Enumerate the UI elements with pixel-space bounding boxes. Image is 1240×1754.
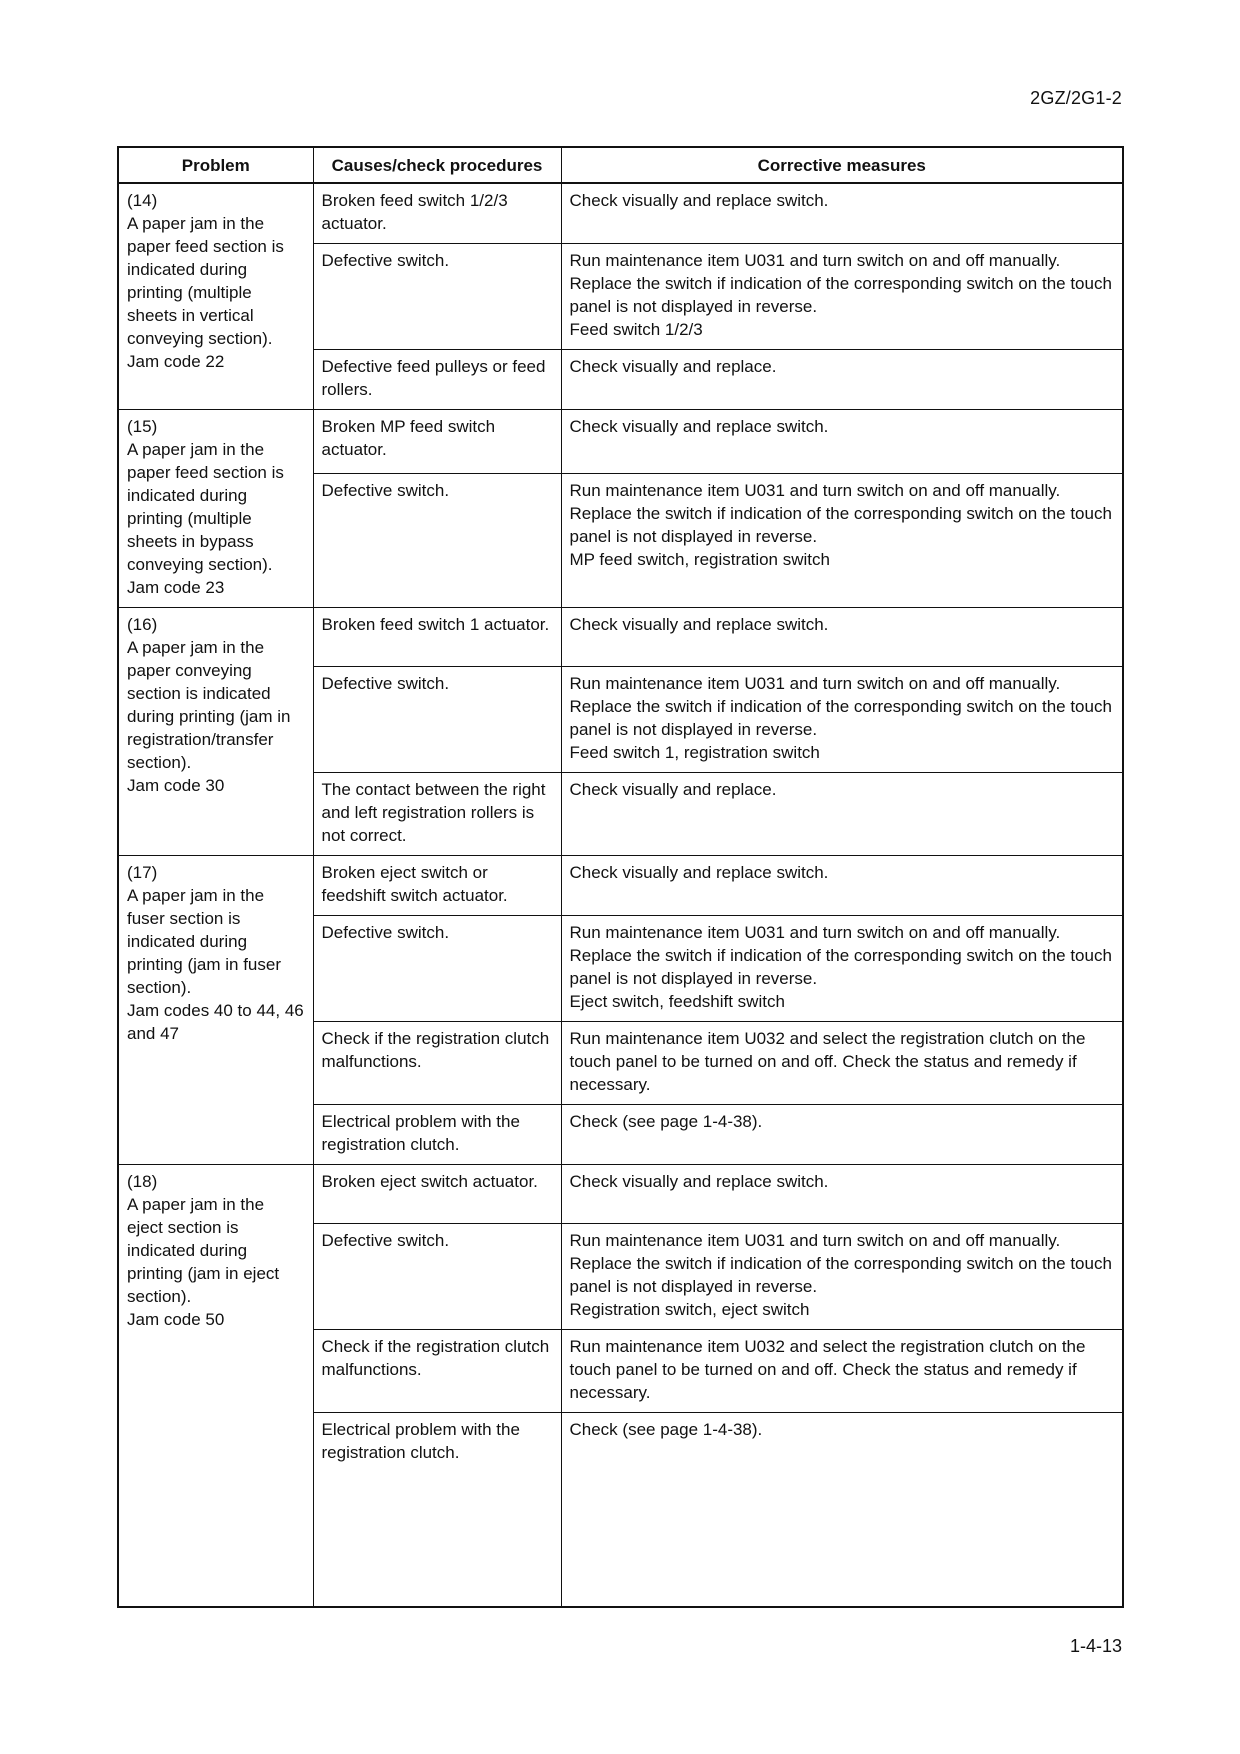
cause-cell: Defective switch. bbox=[313, 244, 561, 350]
cause-cell: Electrical problem with the registration clutch. bbox=[313, 1105, 561, 1165]
measure-cell: Check visually and replace switch. bbox=[561, 608, 1123, 667]
column-header-problem: Problem bbox=[118, 147, 313, 183]
table-row bbox=[118, 608, 1123, 667]
table-row bbox=[118, 856, 1123, 916]
cause-cell: Broken MP feed switch actuator. bbox=[313, 410, 561, 474]
cause-cell: Defective switch. bbox=[313, 667, 561, 773]
column-header-causes: Causes/check procedures bbox=[313, 147, 561, 183]
table-row bbox=[118, 1165, 1123, 1224]
measure-cell: Check visually and replace switch. bbox=[561, 183, 1123, 244]
column-header-corrective-measures: Corrective measures bbox=[561, 147, 1123, 183]
measure-cell: Check visually and replace switch. bbox=[561, 1165, 1123, 1224]
table-header-row bbox=[118, 147, 1123, 183]
problem-cell: (16) A paper jam in the paper conveying section is indicated during printing (jam in registration/transfer section). Jam code 30 bbox=[118, 608, 313, 856]
measure-cell: Check visually and replace. bbox=[561, 350, 1123, 410]
cause-cell: Defective switch. bbox=[313, 1224, 561, 1330]
measure-cell: Check visually and replace switch. bbox=[561, 856, 1123, 916]
measure-cell: Check visually and replace switch. bbox=[561, 410, 1123, 474]
measure-cell: Check (see page 1-4-38). bbox=[561, 1413, 1123, 1608]
cause-cell: Broken eject switch actuator. bbox=[313, 1165, 561, 1224]
cause-cell: Defective switch. bbox=[313, 473, 561, 607]
measure-cell: Run maintenance item U032 and select the registration clutch on the touch panel to be turned on and off. Check the status and remedy if necessary. bbox=[561, 1330, 1123, 1413]
measure-cell: Run maintenance item U031 and turn switch on and off manually. Replace the switch if indication of the corresponding switch on the touch panel is not displayed in reverse. Feed switch 1, registration switch bbox=[561, 667, 1123, 773]
cause-cell: Defective feed pulleys or feed rollers. bbox=[313, 350, 561, 410]
troubleshooting-table bbox=[117, 146, 1124, 1608]
measure-cell: Run maintenance item U031 and turn switch on and off manually. Replace the switch if indication of the corresponding switch on the touch panel is not displayed in reverse. Eject switch, feedshift switch bbox=[561, 916, 1123, 1022]
cause-cell: Broken eject switch or feedshift switch actuator. bbox=[313, 856, 561, 916]
cause-cell: Broken feed switch 1 actuator. bbox=[313, 608, 561, 667]
cause-cell: Defective switch. bbox=[313, 916, 561, 1022]
problem-cell: (15) A paper jam in the paper feed section is indicated during printing (multiple sheets in bypass conveying section). Jam code 23 bbox=[118, 410, 313, 608]
table-row bbox=[118, 410, 1123, 474]
measure-cell: Check (see page 1-4-38). bbox=[561, 1105, 1123, 1165]
problem-cell: (14) A paper jam in the paper feed section is indicated during printing (multiple sheets in vertical conveying section). Jam code 22 bbox=[118, 183, 313, 410]
measure-cell: Run maintenance item U031 and turn switch on and off manually. Replace the switch if indication of the corresponding switch on the touch panel is not displayed in reverse. Registration switch, eject switch bbox=[561, 1224, 1123, 1330]
cause-cell: Electrical problem with the registration clutch. bbox=[313, 1413, 561, 1608]
page-number: 1-4-13 bbox=[1069, 1636, 1122, 1656]
problem-cell: (18) A paper jam in the eject section is indicated during printing (jam in eject section). Jam code 50 bbox=[118, 1165, 313, 1608]
cause-cell: Check if the registration clutch malfunctions. bbox=[313, 1330, 561, 1413]
document-code: 2GZ/2G1-2 bbox=[1030, 88, 1122, 108]
cause-cell: Broken feed switch 1/2/3 actuator. bbox=[313, 183, 561, 244]
measure-cell: Run maintenance item U031 and turn switch on and off manually. Replace the switch if indication of the corresponding switch on the touch panel is not displayed in reverse. Feed switch 1/2/3 bbox=[561, 244, 1123, 350]
table-row bbox=[118, 183, 1123, 244]
measure-cell: Check visually and replace. bbox=[561, 773, 1123, 856]
measure-cell: Run maintenance item U031 and turn switch on and off manually. Replace the switch if indication of the corresponding switch on the touch panel is not displayed in reverse. MP feed switch, registration switch bbox=[561, 473, 1123, 607]
measure-cell: Run maintenance item U032 and select the registration clutch on the touch panel to be turned on and off. Check the status and remedy if necessary. bbox=[561, 1022, 1123, 1105]
cause-cell: Check if the registration clutch malfunctions. bbox=[313, 1022, 561, 1105]
cause-cell: The contact between the right and left registration rollers is not correct. bbox=[313, 773, 561, 856]
problem-cell: (17) A paper jam in the fuser section is indicated during printing (jam in fuser section). Jam codes 40 to 44, 46 and 47 bbox=[118, 856, 313, 1165]
